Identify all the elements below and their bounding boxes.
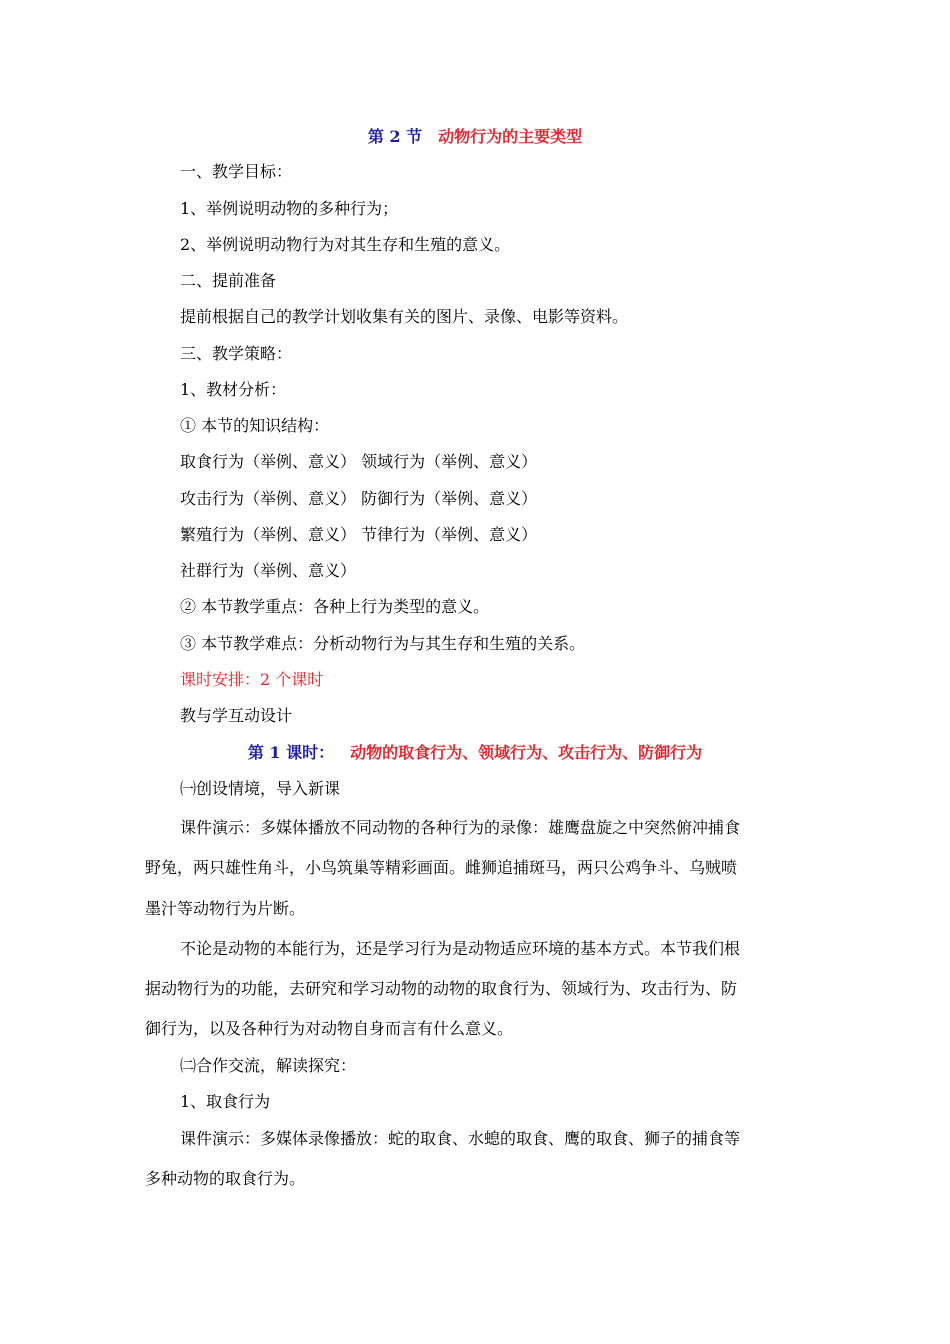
- section-number: 第 2 节: [367, 127, 423, 146]
- analysis-heading: 1、教材分析：: [180, 380, 287, 399]
- page-title: [0, 127, 950, 147]
- difficult-point: ③ 本节教学难点：分析动物行为与其生存和生殖的关系。: [180, 634, 586, 653]
- structure-row: 攻击行为（举例、意义） 防御行为（举例、意义）: [180, 489, 538, 508]
- section-title: 动物行为的主要类型: [438, 127, 583, 146]
- goal-1: 1、举例说明动物的多种行为；: [180, 199, 399, 218]
- paragraph-line: 多种动物的取食行为。: [145, 1169, 306, 1188]
- paragraph-line: 不论是动物的本能行为，还是学习行为是动物适应环境的基本方式。本节我们根: [180, 939, 741, 958]
- design-heading: 教与学互动设计: [180, 706, 293, 725]
- structure-row: 社群行为（举例、意义）: [180, 561, 357, 580]
- section2-heading: 二、提前准备: [180, 271, 277, 290]
- step2-heading: ㈡合作交流，解读探究：: [180, 1056, 357, 1075]
- lesson1-title: [0, 743, 950, 763]
- step1-heading: ㈠创设情境，导入新课: [180, 779, 341, 798]
- structure-row: 取食行为（举例、意义） 领域行为（举例、意义）: [180, 452, 538, 471]
- paragraph-line: 墨汁等动物行为片断。: [145, 899, 306, 918]
- item1-heading: 1、取食行为: [180, 1092, 271, 1111]
- paragraph-line: 野兔，两只雄性角斗，小鸟筑巢等精彩画面。雌狮追捕斑马，两只公鸡争斗、乌贼喷: [145, 858, 738, 877]
- prep-text: 提前根据自己的教学计划收集有关的图片、录像、电影等资料。: [180, 307, 629, 326]
- lesson1-number: 第 1 课时：: [247, 743, 335, 762]
- goal-2: 2、举例说明动物行为对其生存和生殖的意义。: [180, 235, 511, 254]
- structure-row: 繁殖行为（举例、意义） 节律行为（举例、意义）: [180, 525, 538, 544]
- paragraph-line: 课件演示：多媒体播放不同动物的各种行为的录像：雄鹰盘旋之中突然俯冲捕食: [180, 818, 741, 837]
- paragraph-line: 御行为，以及各种行为对动物自身而言有什么意义。: [145, 1019, 514, 1038]
- paragraph-line: 课件演示：多媒体录像播放：蛇的取食、水螅的取食、鹰的取食、狮子的捕食等: [180, 1129, 741, 1148]
- section1-heading: 一、教学目标：: [180, 162, 293, 181]
- structure-heading: ① 本节的知识结构：: [180, 416, 330, 435]
- paragraph-line: 据动物行为的功能，去研究和学习动物的动物的取食行为、领域行为、攻击行为、防: [145, 979, 738, 998]
- schedule: 课时安排：2 个课时: [180, 670, 324, 689]
- lesson1-text: 动物的取食行为、领域行为、攻击行为、防御行为: [350, 743, 703, 762]
- key-point: ② 本节教学重点：各种上行为类型的意义。: [180, 597, 490, 616]
- section3-heading: 三、教学策略：: [180, 344, 293, 363]
